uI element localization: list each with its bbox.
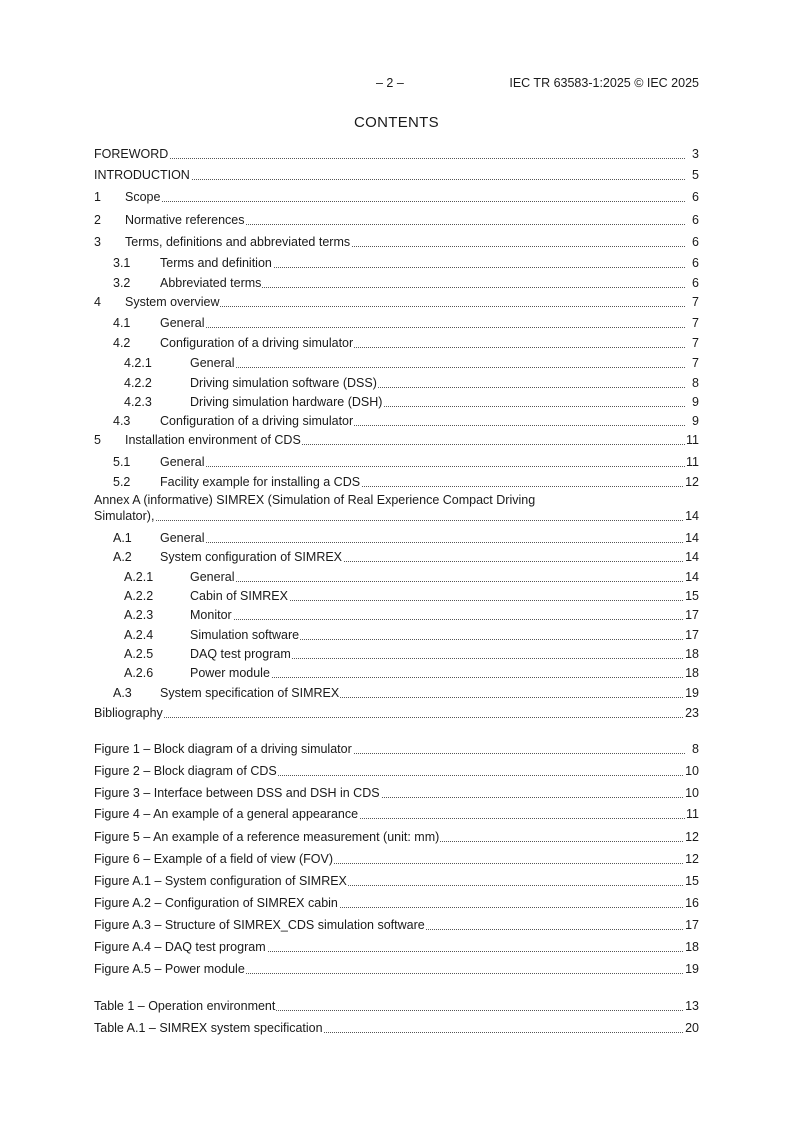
- annex-title[interactable]: Annex A (informative) SIMREX (Simulation of Real Experience Compact Driving: [94, 493, 536, 507]
- toc-entry[interactable]: [94, 685, 699, 701]
- page-ref: 12: [685, 475, 699, 489]
- section-number: 2: [94, 213, 101, 227]
- entry-label: General: [160, 455, 205, 469]
- figure-entry[interactable]: [94, 851, 699, 867]
- entry-label: Installation environment of CDS: [125, 433, 301, 447]
- page-ref: 14: [685, 570, 699, 584]
- figure-entry[interactable]: [94, 829, 699, 845]
- toc-entry[interactable]: [94, 432, 699, 448]
- section-number: 4.2: [113, 336, 131, 350]
- dot-leader: [94, 519, 685, 521]
- page-ref: 7: [692, 336, 699, 350]
- entry-label: General: [190, 570, 235, 584]
- dot-leader: [160, 326, 685, 328]
- entry-label: Configuration of a driving simulator: [160, 414, 354, 428]
- page-ref: 11: [686, 807, 699, 821]
- page-ref: 18: [685, 940, 699, 954]
- toc-entry[interactable]: [94, 294, 699, 310]
- page-ref: 11: [686, 455, 699, 469]
- toc-entry[interactable]: [94, 255, 699, 271]
- entry-label: Figure A.5 – Power module: [94, 962, 245, 976]
- entry-label: Driving simulation hardware (DSH): [190, 395, 383, 409]
- page-ref: 19: [685, 686, 699, 700]
- entry-label: Facility example for installing a CDS: [160, 475, 361, 489]
- section-number: 5.2: [113, 475, 131, 489]
- figure-entry[interactable]: [94, 917, 699, 933]
- entry-label: Terms and definition: [160, 256, 272, 270]
- toc-entry[interactable]: [94, 705, 699, 721]
- page-ref: 6: [692, 235, 699, 249]
- page-ref: 6: [692, 213, 699, 227]
- entry-label: Scope: [125, 190, 161, 204]
- toc-entry[interactable]: [94, 335, 699, 351]
- toc-entry[interactable]: [94, 212, 699, 228]
- page-ref: 12: [685, 852, 699, 866]
- figure-entry[interactable]: [94, 939, 699, 955]
- toc-entry[interactable]: [94, 275, 699, 291]
- entry-label: Figure 4 – An example of a general appearance: [94, 807, 359, 821]
- toc-entry[interactable]: [94, 394, 699, 410]
- toc-entry[interactable]: [94, 375, 699, 391]
- section-number: A.2.6: [124, 666, 154, 680]
- entry-label: Terms, definitions and abbreviated terms: [125, 235, 351, 249]
- page-ref: 20: [685, 1021, 699, 1035]
- figure-entry[interactable]: [94, 806, 699, 822]
- toc-entry[interactable]: [94, 315, 699, 331]
- section-number: A.2.3: [124, 608, 154, 622]
- section-number: 4.1: [113, 316, 131, 330]
- entry-label: Simulation software: [190, 628, 300, 642]
- entry-label: Normative references: [125, 213, 245, 227]
- page-ref: 14: [685, 550, 699, 564]
- page-ref: 18: [685, 666, 699, 680]
- section-number: A.3: [113, 686, 132, 700]
- document-id: IEC TR 63583-1:2025 © IEC 2025: [509, 76, 699, 90]
- section-number: A.2.1: [124, 570, 154, 584]
- dot-leader: [160, 465, 685, 467]
- entry-label: General: [160, 316, 205, 330]
- page-ref: 6: [692, 190, 699, 204]
- page-ref: 7: [692, 356, 699, 370]
- entry-label: Figure 5 – An example of a reference measurement (unit: mm): [94, 830, 440, 844]
- entry-label: Figure 2 – Block diagram of CDS: [94, 764, 277, 778]
- section-number: 4.2.1: [124, 356, 152, 370]
- page-ref: 8: [692, 376, 699, 390]
- entry-label: Driving simulation software (DSS): [190, 376, 377, 390]
- page-ref: 6: [692, 256, 699, 270]
- dot-leader: [94, 716, 685, 718]
- page-ref: 10: [685, 764, 699, 778]
- page-ref: 18: [685, 647, 699, 661]
- entry-label: Table 1 – Operation environment: [94, 999, 276, 1013]
- page-ref: 17: [685, 608, 699, 622]
- section-number: 1: [94, 190, 101, 204]
- entry-label: Figure A.1 – System configuration of SIMREX: [94, 874, 347, 888]
- figure-entry[interactable]: [94, 873, 699, 889]
- dot-leader: [190, 580, 685, 582]
- figure-entry[interactable]: [94, 785, 699, 801]
- figure-entry[interactable]: [94, 763, 699, 779]
- section-number: 4.2.3: [124, 395, 152, 409]
- page-ref: 16: [685, 896, 699, 910]
- toc-entry[interactable]: [94, 146, 699, 162]
- toc-entry[interactable]: [94, 607, 699, 623]
- entry-label: Figure 6 – Example of a field of view (FOV): [94, 852, 333, 866]
- entry-label: Monitor: [190, 608, 232, 622]
- dot-leader: [125, 200, 685, 202]
- section-number: 4.3: [113, 414, 131, 428]
- dot-leader: [190, 618, 685, 620]
- entry-label: Figure 1 – Block diagram of a driving simulator: [94, 742, 352, 756]
- entry-label: DAQ test program: [190, 647, 291, 661]
- section-number: A.1: [113, 531, 132, 545]
- entry-label: General: [190, 356, 235, 370]
- toc-entry[interactable]: [94, 474, 699, 490]
- section-number: A.2.2: [124, 589, 154, 603]
- page-number: – 2 –: [376, 76, 404, 90]
- page-ref: 6: [692, 276, 699, 290]
- dot-leader: [190, 366, 685, 368]
- page-ref: 19: [685, 962, 699, 976]
- toc-entry[interactable]: [94, 167, 699, 183]
- section-number: 5: [94, 433, 101, 447]
- entry-label: Configuration of a driving simulator: [160, 336, 354, 350]
- page-ref: 23: [685, 706, 699, 720]
- page-ref: 11: [686, 433, 699, 447]
- table-entry[interactable]: [94, 1020, 699, 1036]
- page-ref: 7: [692, 316, 699, 330]
- figure-entry[interactable]: [94, 895, 699, 911]
- section-number: 4.2.2: [124, 376, 152, 390]
- entry-label: Figure A.4 – DAQ test program: [94, 940, 266, 954]
- toc-entry[interactable]: [94, 355, 699, 371]
- section-number: A.2.4: [124, 628, 154, 642]
- page-ref: 10: [685, 786, 699, 800]
- page-ref: 9: [692, 395, 699, 409]
- entry-label: Figure A.3 – Structure of SIMREX_CDS simulation software: [94, 918, 425, 932]
- section-number: 4: [94, 295, 101, 309]
- section-number: A.2: [113, 550, 132, 564]
- toc-entry[interactable]: [94, 627, 699, 643]
- page-ref: 14: [685, 531, 699, 545]
- section-number: 3.2: [113, 276, 131, 290]
- figure-entry[interactable]: [94, 961, 699, 977]
- page-ref: 15: [685, 589, 699, 603]
- entry-label: FOREWORD: [94, 147, 169, 161]
- entry-label: Bibliography: [94, 706, 163, 720]
- toc-entry[interactable]: [94, 588, 699, 604]
- section-number: A.2.5: [124, 647, 154, 661]
- page-ref: 9: [692, 414, 699, 428]
- entry-label: Table A.1 – SIMREX system specification: [94, 1021, 323, 1035]
- entry-label: INTRODUCTION: [94, 168, 190, 182]
- page-ref: 8: [692, 742, 699, 756]
- entry-label: Cabin of SIMREX: [190, 589, 288, 603]
- entry-label: System specification of SIMREX: [160, 686, 340, 700]
- page-ref: 14: [685, 509, 699, 523]
- toc-entry[interactable]: [94, 569, 699, 585]
- page-title: CONTENTS: [354, 114, 439, 131]
- page-ref: 7: [692, 295, 699, 309]
- entry-label: Simulator),: [94, 509, 155, 523]
- toc-entry[interactable]: [94, 665, 699, 681]
- entry-label: General: [160, 531, 205, 545]
- toc-entry[interactable]: [94, 189, 699, 205]
- toc-entry[interactable]: [94, 234, 699, 250]
- entry-label: Abbreviated terms: [160, 276, 262, 290]
- toc-entry[interactable]: [94, 646, 699, 662]
- toc-entry[interactable]: [94, 413, 699, 429]
- page-ref: 12: [685, 830, 699, 844]
- section-number: 3: [94, 235, 101, 249]
- entry-label: Power module: [190, 666, 270, 680]
- page-ref: 3: [692, 147, 699, 161]
- entry-label: System overview: [125, 295, 220, 309]
- page-ref: 17: [685, 918, 699, 932]
- dot-leader: [94, 157, 685, 159]
- page-ref: 17: [685, 628, 699, 642]
- page-header: [94, 76, 699, 92]
- figure-entry[interactable]: [94, 741, 699, 757]
- entry-label: System configuration of SIMREX: [160, 550, 343, 564]
- section-number: 3.1: [113, 256, 131, 270]
- page-ref: 15: [685, 874, 699, 888]
- page-ref: 5: [692, 168, 699, 182]
- entry-label: Figure A.2 – Configuration of SIMREX cabin: [94, 896, 338, 910]
- dot-leader: [160, 541, 685, 543]
- entry-label: Figure 3 – Interface between DSS and DSH in CDS: [94, 786, 380, 800]
- section-number: 5.1: [113, 455, 131, 469]
- toc-entry[interactable]: [94, 549, 699, 565]
- toc-entry[interactable]: [94, 454, 699, 470]
- toc-entry[interactable]: [94, 530, 699, 546]
- toc-entry[interactable]: [94, 508, 699, 524]
- page-ref: 13: [685, 999, 699, 1013]
- table-entry[interactable]: [94, 998, 699, 1014]
